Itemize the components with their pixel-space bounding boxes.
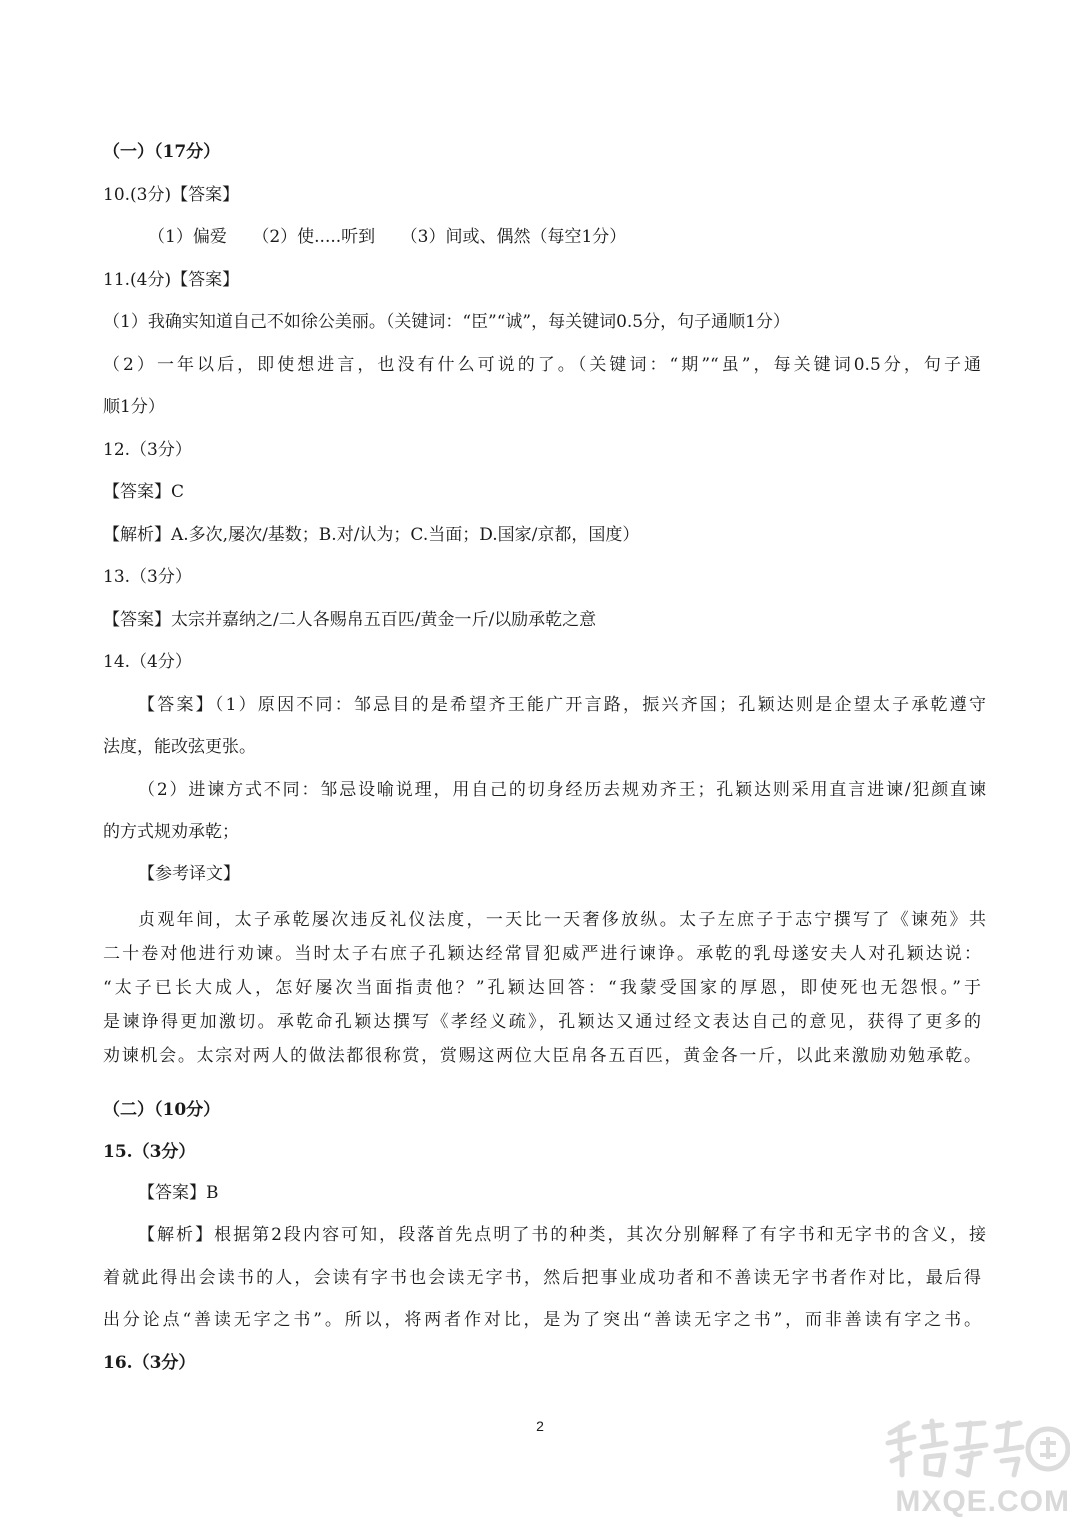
question-16-header: 16.（3分）: [103, 1353, 196, 1373]
translation-line-1: 贞观年间，太子承乾屡次违反礼仪法度，一天比一天奢侈放纵。太子左庶子于志宁撰写了《谏苑》共: [138, 910, 986, 930]
section-heading-1: （一）（17分）: [103, 142, 221, 162]
question-10-answer: （1）偏爱 （2）使.....听到 （3）间或、偶然（每空1分）: [148, 227, 627, 247]
translation-line-5: 劝谏机会。太宗对两人的做法都很称赏，赏赐这两位大臣帛各五百匹，黄金各一斤，以此来激励劝勉承乾。: [103, 1046, 981, 1066]
question-13-answer: 【答案】太宗并嘉纳之/二人各赐帛五百匹/黄金一斤/以励承乾之意: [103, 610, 597, 630]
question-15-analysis-1: 【解析】根据第2段内容可知，段落首先点明了书的种类，其次分别解释了有字书和无字书的含义，接: [138, 1225, 986, 1245]
question-12-header: 12.（3分）: [103, 440, 192, 460]
question-10-header: 10.(3分)【答案】: [103, 185, 240, 205]
question-14-header: 14.（4分）: [103, 652, 192, 672]
watermark-logo-icon: [880, 1413, 1070, 1483]
question-14-answer-1: 【答案】（1）原因不同：邹忌目的是希望齐王能广开言路，振兴齐国；孔颖达则是企望太子承乾遵守: [138, 695, 986, 715]
question-12-answer: 【答案】C: [103, 482, 185, 502]
page-number: 2: [536, 1418, 544, 1434]
question-11-answer-1: （1）我确实知道自己不如徐公美丽。（关键词：“臣”“诚”，每关键词0.5分，句子通顺1分）: [103, 312, 790, 332]
question-15-answer: 【答案】B: [138, 1183, 219, 1203]
translation-line-3: “太子已长大成人，怎好屡次当面指责他？”孔颖达回答：“我蒙受国家的厚恩，即使死也无怨恨。”于: [103, 978, 981, 998]
question-15-analysis-3: 出分论点“善读无字之书”。所以，将两者作对比，是为了突出“善读无字之书”，而非善读有字之书。: [103, 1310, 981, 1330]
question-11-answer-2: （2）一年以后，即使想进言，也没有什么可说的了。（关键词：“期”“虽”，每关键词0.5分，句子通: [103, 355, 981, 375]
question-15-analysis-2: 着就此得出会读书的人，会读有字书也会读无字书，然后把事业成功者和不善读无字书者作对比，最后得: [103, 1268, 981, 1288]
question-11-answer-2-cont: 顺1分）: [103, 397, 165, 417]
section-heading-2: （二）（10分）: [103, 1100, 221, 1120]
translation-line-4: 是谏诤得更加激切。承乾命孔颖达撰写《孝经义疏》，孔颖达又通过经文表达自己的意见，获得了更多的: [103, 1012, 981, 1032]
watermark-text: MXQE.COM: [895, 1485, 1070, 1518]
question-14-answer-2-cont: 的方式规劝承乾；: [103, 822, 239, 842]
translation-heading: 【参考译文】: [138, 864, 240, 884]
question-15-header: 15.（3分）: [103, 1142, 196, 1162]
question-11-header: 11.(4分)【答案】: [103, 270, 240, 290]
question-14-answer-2: （2）进谏方式不同：邹忌设喻说理，用自己的切身经历去规劝齐王；孔颖达则采用直言进谏/犯颜直谏: [138, 780, 986, 800]
question-12-analysis: 【解析】A.多次,屡次/基数；B.对/认为；C.当面；D.国家/京都，国度）: [103, 525, 640, 545]
translation-line-2: 二十卷对他进行劝谏。当时太子右庶子孔颖达经常冒犯威严进行谏诤。承乾的乳母遂安夫人对孔颖达说：: [103, 944, 981, 964]
question-14-answer-1-cont: 法度，能改弦更张。: [103, 737, 256, 757]
watermark: [880, 1413, 1070, 1519]
question-13-header: 13.（3分）: [103, 567, 192, 587]
